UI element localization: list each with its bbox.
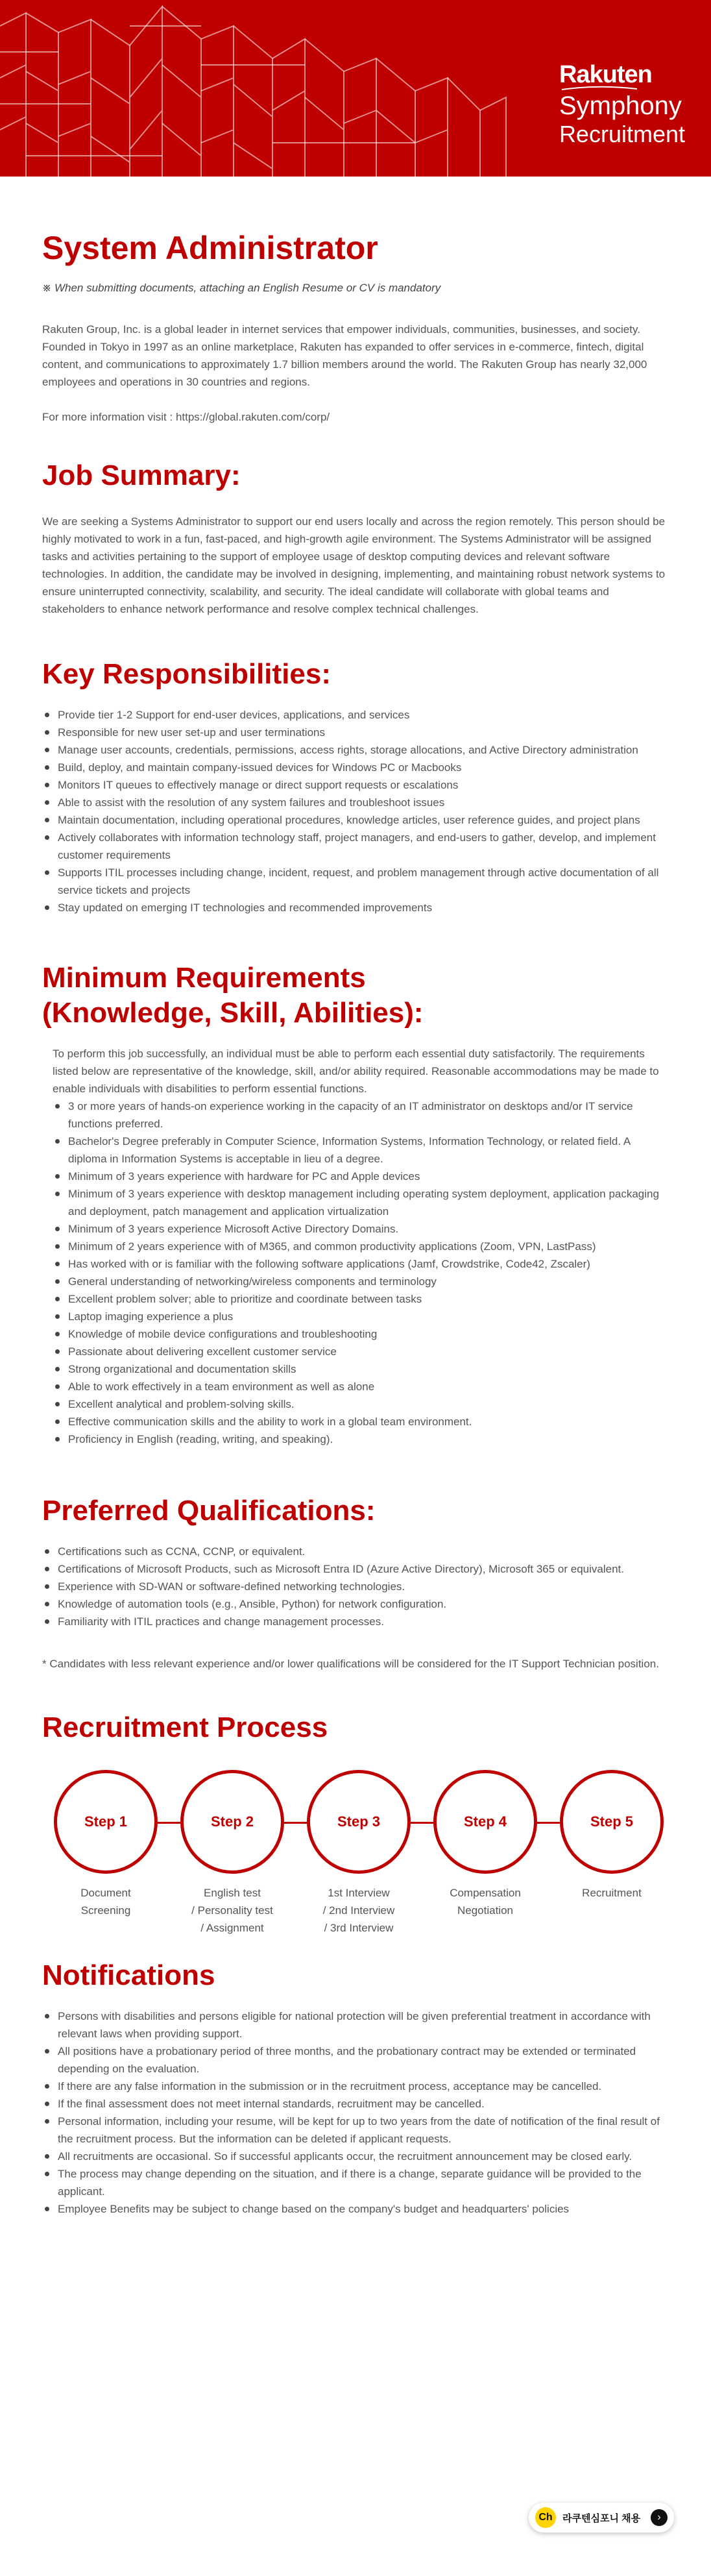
step-2	[180, 1770, 284, 1937]
list-item: Minimum of 3 years experience Microsoft Active Directory Domains.	[53, 1220, 669, 1238]
step-circle: Step 2	[180, 1770, 284, 1874]
main-content	[0, 228, 711, 2218]
brand-recruitment: Recruitment	[559, 121, 685, 147]
step-1	[54, 1770, 158, 1919]
list-item: All recruitments are occasional. So if successful applicants occur, the recruitment announcement may be closed early.	[42, 2148, 669, 2165]
step-desc-line: Compensation	[450, 1887, 521, 1899]
step-desc-line: / Personality test	[191, 1904, 273, 1917]
channel-talk-label: 라쿠텐심포니 채용	[562, 2512, 641, 2524]
channel-talk-button[interactable]	[529, 2503, 674, 2533]
responsibilities-list	[42, 706, 669, 916]
step-desc-line: Recruitment	[582, 1887, 642, 1899]
header-banner	[0, 0, 711, 177]
logo-text: Rakuten	[559, 61, 652, 88]
rakuten-logo	[559, 62, 685, 87]
list-item: Strong organizational and documentation skills	[53, 1360, 669, 1378]
list-item: Employee Benefits may be subject to change based on the company's budget and headquarters' policies	[42, 2200, 669, 2218]
list-item: All positions have a probationary period of three months, and the probationary contract may be extended or terminated depending on the evaluation.	[42, 2042, 669, 2078]
list-item: The process may change depending on the situation, and if there is a change, separate guidance will be provided to the applicant.	[42, 2165, 669, 2200]
step-description	[433, 1884, 537, 1919]
brand-symphony: Symphony	[559, 92, 682, 120]
list-item: Monitors IT queues to effectively manage or direct support requests or escalations	[42, 776, 669, 794]
step-description	[560, 1884, 664, 1902]
requirements-heading-line2: (Knowledge, Skill, Abilities):	[42, 997, 424, 1029]
more-info-link[interactable]: For more information visit : https://global.rakuten.com/corp/	[42, 411, 330, 423]
list-item: Actively collaborates with information technology staff, project managers, and end-users to gather, develop, and implement customer requirements	[42, 829, 669, 864]
list-item: Effective communication skills and the ability to work in a global team environment.	[53, 1413, 669, 1430]
list-item: Excellent problem solver; able to prioritize and coordinate between tasks	[53, 1290, 669, 1308]
list-item: 3 or more years of hands-on experience working in the capacity of an IT administrator on desktops and/or IT service functions preferred.	[53, 1098, 669, 1133]
list-item: Minimum of 3 years experience with desktop management including operating system deployment, application packaging and deployment, patch management and application virtualization	[53, 1185, 669, 1220]
step-4	[433, 1770, 537, 1919]
list-item: Passionate about delivering excellent customer service	[53, 1343, 669, 1360]
list-item: Proficiency in English (reading, writing, and speaking).	[53, 1430, 669, 1448]
responsibilities-heading: Key Responsibilities:	[42, 658, 331, 690]
list-item: If the final assessment does not meet internal standards, recruitment may be cancelled.	[42, 2095, 669, 2113]
requirements-list	[53, 1098, 669, 1448]
step-description	[54, 1884, 158, 1919]
preferred-list	[42, 1543, 669, 1630]
list-item: Manage user accounts, credentials, permissions, access rights, storage allocations, and Active Directory administration	[42, 741, 669, 759]
resume-notice: ※ When submitting documents, attaching an English Resume or CV is mandatory	[42, 282, 441, 294]
job-summary-text: We are seeking a Systems Administrator to support our end users locally and across the region remotely. This person should be highly motivated to work in a fun, fast-paced, and high-growth agile environment. The Systems Administrator will be assigned tasks and activities pertaining to the support of employee usage of desktop computing devices and relevant software technologies. In addition, the candidate may be involved in designing, implementing, and maintaining robust network systems to ensure uninterrupted connectivity, scalability, and security. The ideal candidate will collaborate with global teams and stakeholders to enhance network performance and resolve complex technical challenges.	[42, 515, 666, 615]
step-circle: Step 3	[307, 1770, 411, 1874]
step-desc-line: / Assignment	[200, 1922, 264, 1934]
list-item: Knowledge of automation tools (e.g., Ansible, Python) for network configuration.	[42, 1595, 669, 1613]
list-item: Has worked with or is familiar with the following software applications (Jamf, Crowdstrike, Code42, Zscaler)	[53, 1255, 669, 1273]
step-desc-line: Document	[80, 1887, 131, 1899]
list-item: Minimum of 3 years experience with hardware for PC and Apple devices	[53, 1168, 669, 1185]
list-item: Familiarity with ITIL practices and change management processes.	[42, 1613, 669, 1630]
list-item: Excellent analytical and problem-solving skills.	[53, 1395, 669, 1413]
step-desc-line: / 2nd Interview	[322, 1904, 395, 1917]
step-desc-line: English test	[204, 1887, 261, 1899]
step-description	[307, 1884, 411, 1937]
step-desc-line: Negotiation	[457, 1904, 513, 1917]
step-circle: Step 4	[433, 1770, 537, 1874]
list-item: Stay updated on emerging IT technologies and recommended improvements	[42, 899, 669, 916]
job-title: System Administrator	[42, 230, 378, 266]
arrow-right-icon: ›	[651, 2509, 668, 2526]
list-item: Build, deploy, and maintain company-issued devices for Windows PC or Macbooks	[42, 759, 669, 776]
list-item: If there are any false information in the submission or in the recruitment process, acceptance may be cancelled.	[42, 2078, 669, 2095]
requirements-block	[42, 1045, 669, 1448]
list-item: General understanding of networking/wireless components and terminology	[53, 1273, 669, 1290]
process-steps	[42, 1770, 669, 1984]
notifications-list	[42, 2007, 669, 2218]
company-intro: Rakuten Group, Inc. is a global leader in internet services that empower individuals, communities, businesses, and society. Founded in Tokyo in 1997 as an online marketplace, Rakuten has expanded to offer services in e-commerce, fintech, digital content, and communications to approximately 1.7 billion members around the world. The Rakuten Group has nearly 32,000 employees and operations in 30 countries and regions.	[42, 323, 647, 388]
step-desc-line: / 3rd Interview	[324, 1922, 394, 1934]
requirements-heading-line1: Minimum Requirements	[42, 962, 366, 994]
preferred-note: * Candidates with less relevant experience and/or lower qualifications will be considered for the IT Support Technician position.	[42, 1658, 659, 1670]
list-item: Personal information, including your resume, will be kept for up to two years from the date of notification of the final result of the recruitment process. But the information can be deleted if applicant requests.	[42, 2113, 669, 2148]
step-desc-line: Screening	[80, 1904, 131, 1917]
step-circle: Step 1	[54, 1770, 158, 1874]
list-item: Able to work effectively in a team environment as well as alone	[53, 1378, 669, 1395]
list-item: Supports ITIL processes including change, incident, request, and problem management through active documentation of all service tickets and projects	[42, 864, 669, 899]
list-item: Experience with SD-WAN or software-defined networking technologies.	[42, 1578, 669, 1595]
step-desc-line: 1st Interview	[328, 1887, 390, 1899]
brand-block	[559, 62, 685, 148]
list-item: Minimum of 2 years experience with of M365, and common productivity applications (Zoom, VPN, LastPass)	[53, 1238, 669, 1255]
list-item: Responsible for new user set-up and user terminations	[42, 724, 669, 741]
list-item: Knowledge of mobile device configurations and troubleshooting	[53, 1325, 669, 1343]
job-summary-heading: Job Summary:	[42, 460, 241, 491]
requirements-heading	[42, 961, 669, 1031]
list-item: Bachelor's Degree preferably in Computer Science, Information Systems, Information Technology, or related field. A diploma in Information Systems is acceptable in lieu of a degree.	[53, 1133, 669, 1168]
list-item: Provide tier 1-2 Support for end-user devices, applications, and services	[42, 706, 669, 724]
list-item: Certifications of Microsoft Products, such as Microsoft Entra ID (Azure Active Directory), Microsoft 365 or equivalent.	[42, 1560, 669, 1578]
step-5	[560, 1770, 664, 1902]
list-item: Persons with disabilities and persons eligible for national protection will be given preferential treatment in accordance with relevant laws when providing support.	[42, 2007, 669, 2042]
list-item: Laptop imaging experience a plus	[53, 1308, 669, 1325]
logo-swoosh-icon	[560, 86, 638, 91]
channel-talk-icon: Ch	[535, 2507, 556, 2528]
list-item: Certifications such as CCNA, CCNP, or equivalent.	[42, 1543, 669, 1560]
preferred-heading: Preferred Qualifications:	[42, 1495, 376, 1527]
step-3	[307, 1770, 411, 1937]
notifications-heading: Notifications	[42, 1959, 215, 1991]
step-description	[180, 1884, 284, 1937]
requirements-intro: To perform this job successfully, an individual must be able to perform each essential duty satisfactorily. The requirements listed below are representative of the knowledge, skill, and/or ability required. Reasonable accommodations may be made to enable individuals with disabilities to perform essential functions.	[53, 1048, 659, 1095]
process-heading: Recruitment Process	[42, 1711, 328, 1743]
list-item: Maintain documentation, including operational procedures, knowledge articles, user reference guides, and project plans	[42, 811, 669, 829]
list-item: Able to assist with the resolution of any system failures and troubleshoot issues	[42, 794, 669, 811]
step-circle: Step 5	[560, 1770, 664, 1874]
